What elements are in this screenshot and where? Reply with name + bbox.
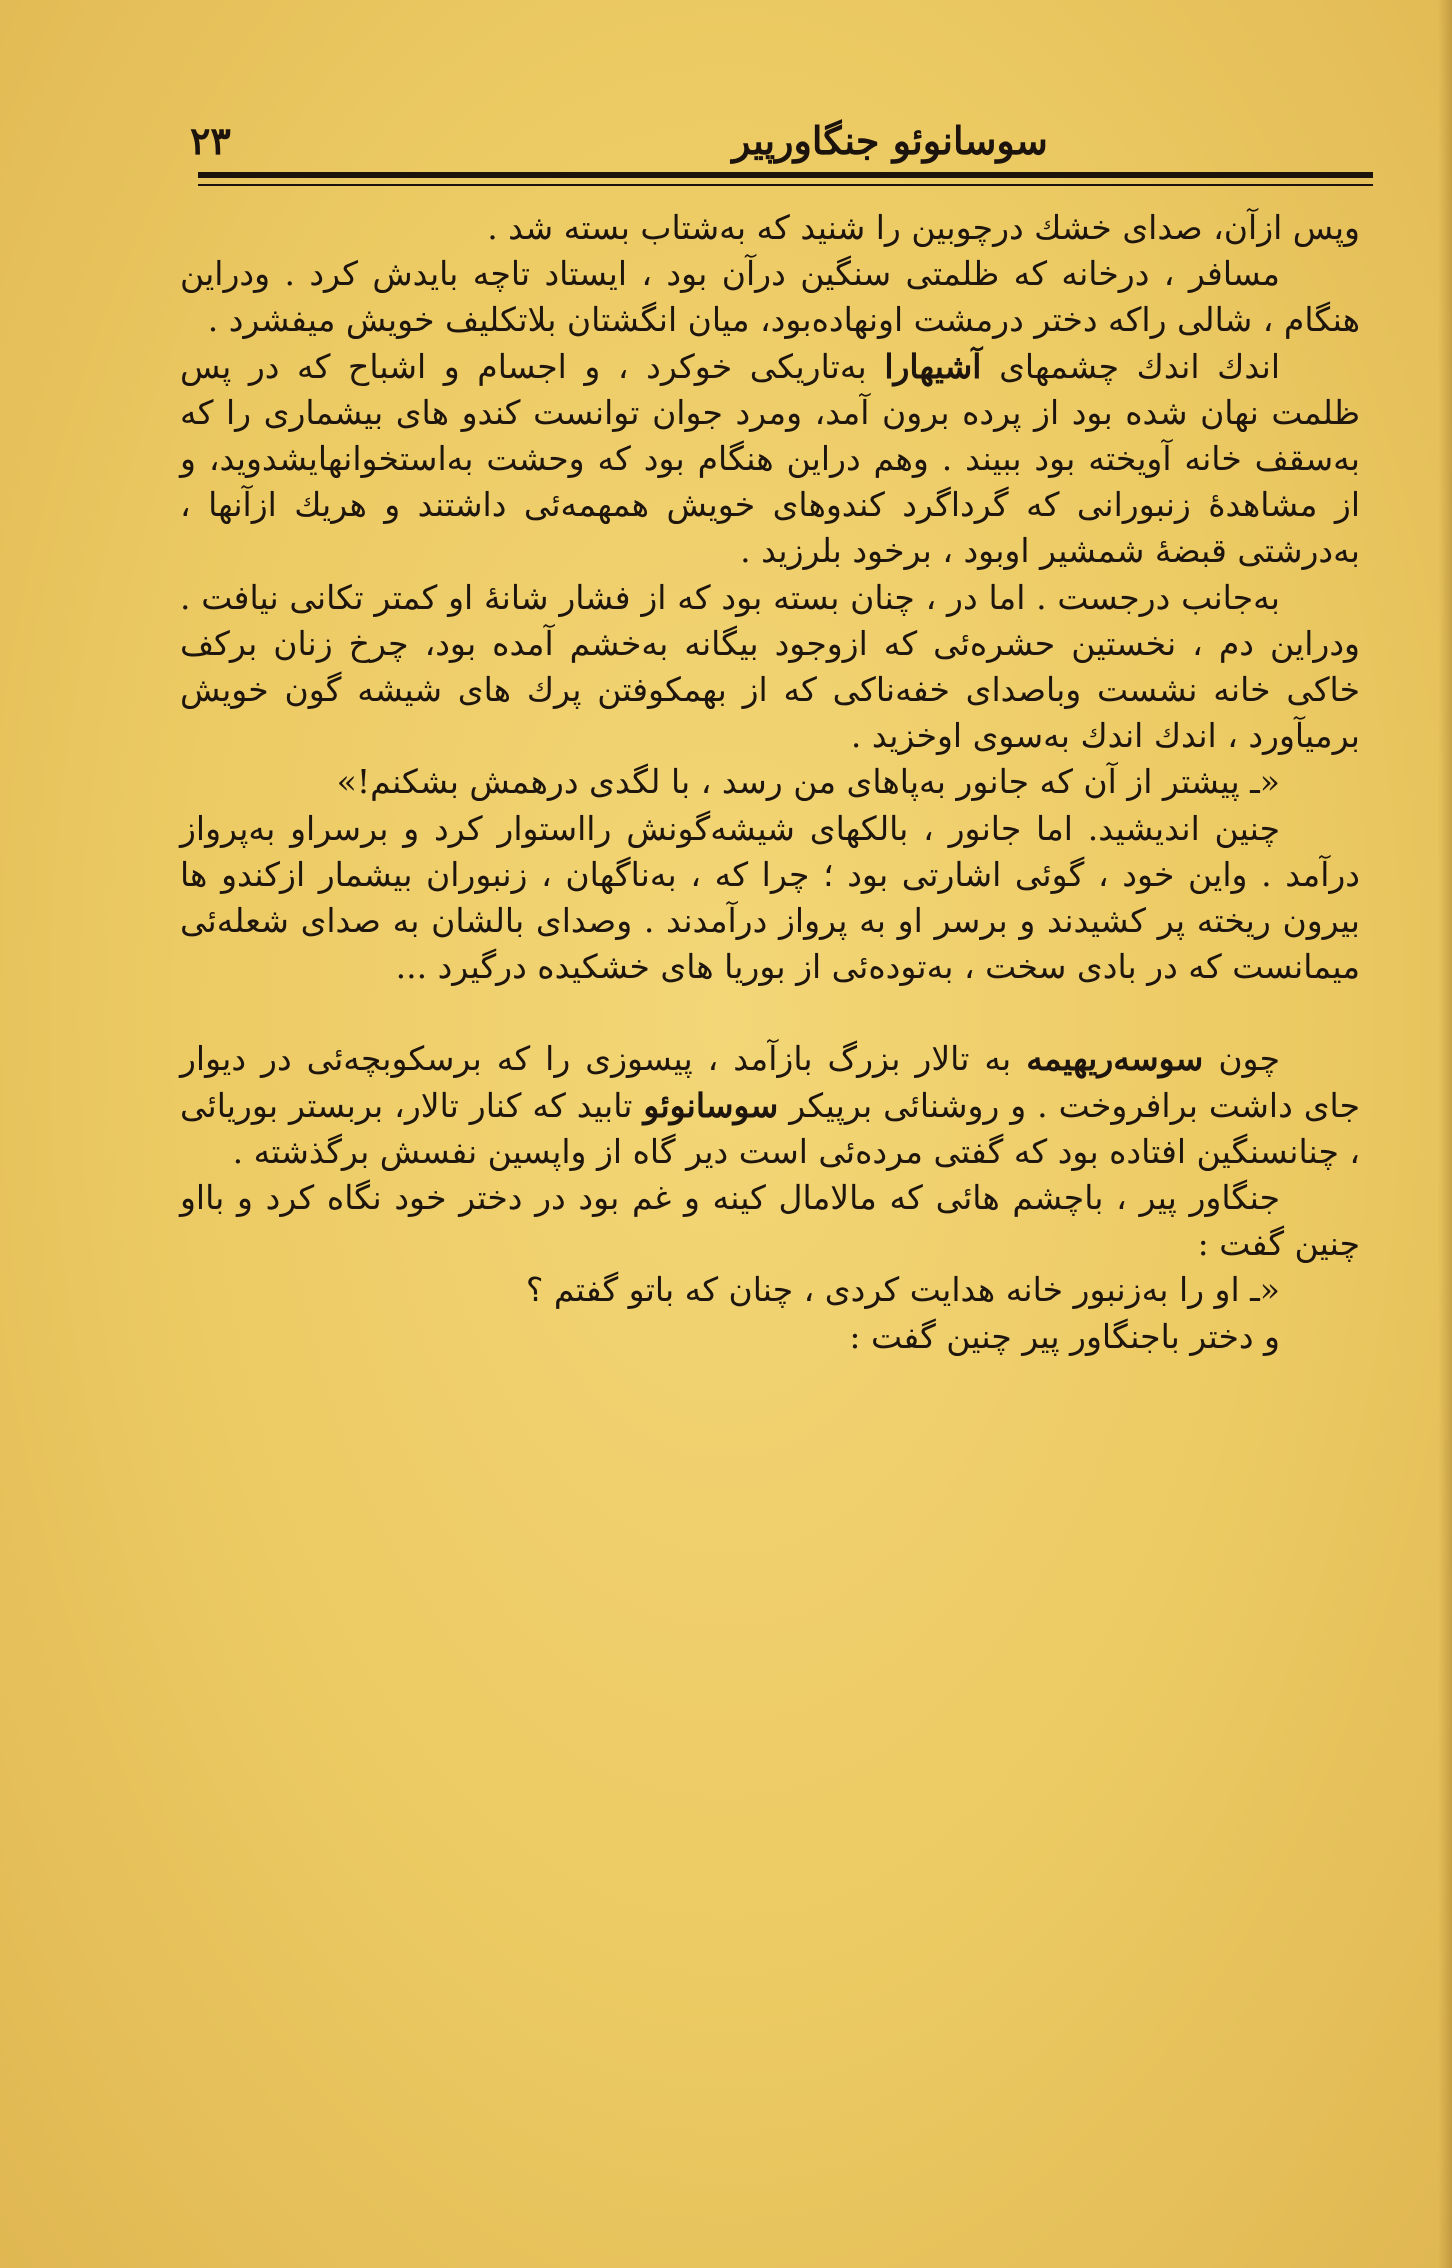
page-header (190, 118, 1360, 168)
body-text (180, 205, 1360, 1360)
text-run: اندك اندك چشمهای (981, 346, 1280, 386)
paragraph (180, 205, 1360, 251)
header-rule-thin (198, 184, 1373, 186)
text-run: تابید که کنار تالار، بربستر بوریائی ، چنانسنگین افتاده بود که گفتی مردەئی است دیر گاه از واپسین نفسش برگذشته . (180, 1085, 1360, 1171)
text-run: مسافر ، درخانه که ظلمتی سنگین درآن بود ، ایستاد تاچه بایدش کرد . ودراین هنگام ، شالی راکه دختر درمشت اونهادەبود، میان انگشتان بلاتکلیف خویش میفشرد . (180, 254, 1360, 340)
bold-name: سوسەریهیمه (1026, 1039, 1204, 1079)
bold-name: سوسانوئو (643, 1085, 779, 1125)
text-run: و دختر باجنگاور پیر چنین گفت : (849, 1316, 1280, 1356)
paragraph (180, 806, 1360, 991)
text-run: «ـ پیشتر از آن که جانور بەپاهای من رسد ، با لگدی درهمش بشکنم!» (336, 762, 1280, 802)
paragraph (180, 575, 1360, 760)
text-run: بەجانب درجست . اما در ، چنان بسته بود که از فشار شانۀ او کمتر تکانی نیافت . ودراین دم ، نخستین حشرەئی که ازوجود بیگانه بەخشم آمده بود، چرخ زنان برکف خاکی خانه نشست وباصدای خفەناکی که از بهمکوفتن پرك های شیشه گون خویش برمیآورد ، اندك اندك بەسوی اوخزید . (180, 577, 1360, 756)
header-rule-thick (198, 172, 1373, 178)
page-edge-shadow (1438, 0, 1452, 2268)
text-run: بەتاریکی خوکرد ، و اجسام و اشباح که در پس ظلمت نهان شده بود از پرده برون آمد، ومرد جوان توانست کندو های بیشماری را که بەسقف خانه آویخته بود ببیند . وهم دراین هنگام بود که وحشت بەاستخوانهایشدوید، و از مشاهدۀ زنبورانی که گرداگرد کندوهای خویش همهمەئی داشتند و هریك ازآنها ، بەدرشتی قبضۀ شمشیر اوبود ، برخود بلرزید . (180, 346, 1360, 571)
paragraph (180, 251, 1360, 343)
paragraph (180, 1314, 1360, 1360)
paragraph (180, 344, 1360, 575)
page-number: ٢٣ (190, 118, 231, 163)
paragraph (180, 1036, 1360, 1175)
paragraph (180, 759, 1360, 805)
text-run: چنین اندیشید. اما جانور ، بالكهای شیشەگونش رااستوار کرد و برسراو بەپرواز درآمد . واین خود ، گوئی اشارتی بود ؛ چرا که ، بەناگهان ، زنبوران بیشمار ازکندو ها بیرون ریخته پر کشیدند و برسر او به پرواز درآمدند . وصدای بالشان به صدای شعلەئی میمانست که در بادی سخت ، بەتودەئی از بوریا های خشکیده درگیرد ... (180, 808, 1360, 987)
paragraph (180, 1175, 1360, 1267)
bold-name: آشیهارا (884, 346, 982, 386)
text-run: چون (1203, 1039, 1281, 1079)
text-run: «ـ او را بەزنبور خانه هدایت کردی ، چنان که باتو گفتم ؟ (525, 1270, 1280, 1310)
paragraph (180, 1267, 1360, 1313)
text-run: به تالار بزرگ بازآمد ، پیسوزی را که برسکوبچەئی در دیوار جای داشت برافروخت . و روشنائی برپیکر (180, 1039, 1361, 1125)
text-run: وپس ازآن، صدای خشك درچوبین را شنید که بەشتاب بسته شد . (487, 208, 1360, 247)
text-run: جنگاور پیر ، باچشم هائی که مالامال کینه و غم بود در دختر خود نگاه کرد و بااو چنین گفت : (180, 1178, 1360, 1264)
running-title: سوسانوئو جنگاورپیر (732, 118, 1048, 163)
